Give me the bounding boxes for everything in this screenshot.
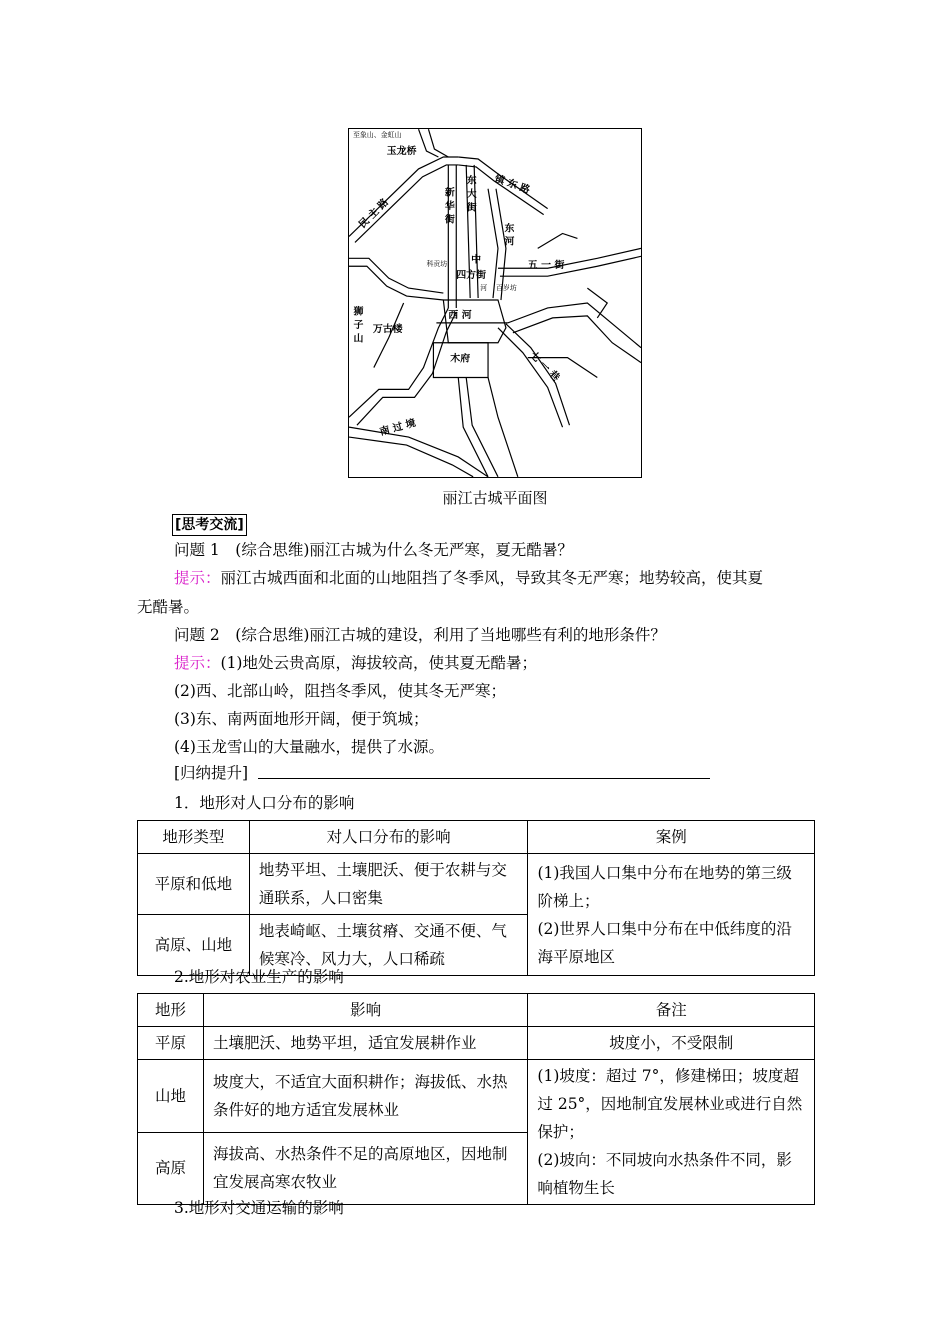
map-caption: 丽江古城平面图 [442,489,548,507]
map-label-baisui: 百岁坊 [495,284,517,293]
table-header-row [138,994,815,1027]
col-header-effect: 影响 [203,994,527,1027]
table-header-row [138,821,815,854]
col-header-case: 案例 [528,821,815,854]
map-label-keyuan: 科贡坊 [426,260,448,269]
map-drawing [349,129,641,477]
effect-cell: 坡度大，不适宜大面积耕作；海拔低、水热条件好的地方适宜发展林业 [203,1060,527,1133]
map-label-nanguo-road: 南 过 境 [378,417,417,438]
map-label-top-note: 至象山、金虹山 [352,131,402,140]
hint-2-point4: (4)玉龙雪山的大量融水，提供了水源。 [174,738,444,756]
map-label-mufu: 木府 [450,353,471,365]
case-cell [528,854,815,976]
table-row [138,854,815,915]
question-2: 问题 2 (综合思维)丽江古城的建设，利用了当地哪些有利的地形条件？ [174,626,666,644]
hint-2-point2: (2)西、北部山岭，阻挡冬季风，使其冬无严寒； [174,682,506,700]
map-label-dongda-extra: 中 [471,254,482,266]
note-cell: 坡度小，不受限制 [528,1027,815,1060]
table-row [138,1027,815,1060]
effect-cell: 土壤肥沃、地势平坦，适宜发展耕作业 [203,1027,527,1060]
hint-label: 提示： [174,654,221,672]
hint-1-line2: 无酷暑。 [137,598,200,616]
section3-title: 3.地形对交通运输的影响 [174,1199,344,1217]
col-header-effect: 对人口分布的影响 [249,821,528,854]
map-label-xi-he: 西 河 [448,309,472,321]
effect-cell: 地表崎岖、土壤贫瘠、交通不便、气候寒冷、风力大，人口稀疏 [249,915,528,976]
note-merged-cell [528,1060,815,1205]
table-row [138,1060,815,1133]
map-label-qiwen-lane: 七 一 巷 [527,349,562,384]
section-tag: [思考交流] [172,514,247,536]
hint-1-text: 丽江古城西面和北面的山地阻挡了冬季风，导致其冬无严寒；地势较高，使其夏 [220,569,764,587]
section1-title: 1．地形对人口分布的影响 [174,794,355,812]
note-2: (2)坡向：不同坡向水热条件不同，影响植物生长 [537,1151,792,1197]
col-header-note: 备注 [528,994,815,1027]
population-table [137,820,815,976]
map-label-yulong-bridge: 玉龙桥 [386,146,417,158]
map-label-xinhua-street: 新 华 街 [442,186,454,224]
map-label-wuyi-street: 五 一 街 [527,260,565,272]
terrain-cell: 平原和低地 [138,854,250,915]
col-header-terrain: 地形类型 [138,821,250,854]
terrain-cell: 高原 [138,1132,204,1205]
hint-2-point3: (3)东、南两面地形开阔，便于筑城； [174,710,429,728]
map-label-dong-he: 东 河 [502,222,514,246]
terrain-cell: 高原、山地 [138,915,250,976]
map-label-minzhu-road: 民 主 路 [357,196,391,231]
lijiang-map [348,128,642,478]
section2-title: 2.地形对农业生产的影响 [174,968,344,986]
map-label-dongda-street: 东 大 街 [464,174,476,212]
case-1: (1)我国人口集中分布在地势的第三级阶梯上； [537,863,792,910]
question-1: 问题 1 (综合思维)丽江古城为什么冬无严寒，夏无酷暑？ [174,541,573,559]
summary-tag: [归纳提升] [174,764,249,782]
map-label-sifang-street: 四方街 [456,270,487,282]
hint-2-line1 [174,652,537,674]
map-label-wangulou: 万古楼 [372,323,403,335]
terrain-cell: 山地 [138,1060,204,1133]
hint-label: 提示： [174,569,221,587]
agriculture-table [137,993,815,1205]
note-1: (1)坡度：超过 7°，修建梯田；坡度超过 25°，因地制宜发展林业或进行自然保护； [537,1067,803,1141]
case-2: (2)世界人口集中分布在中低纬度的沿海平原地区 [537,919,792,966]
map-label-he-small: 河 [480,284,488,293]
hint-1-line1 [174,567,763,589]
map-label-shizishan: 狮 子 山 [351,305,363,343]
hint-2-point1: (1)地处云贵高原，海拔较高，使其夏无酷暑； [220,654,537,672]
map-label-zhendong-road: 镇 东 路 [492,173,532,197]
effect-cell: 地势平坦、土壤肥沃、便于农耕与交通联系，人口密集 [249,854,528,915]
col-header-terrain: 地形 [138,994,204,1027]
terrain-cell: 平原 [138,1027,204,1060]
summary-rule [258,778,710,779]
effect-cell: 海拔高、水热条件不足的高原地区，因地制宜发展高寒农牧业 [203,1132,527,1205]
